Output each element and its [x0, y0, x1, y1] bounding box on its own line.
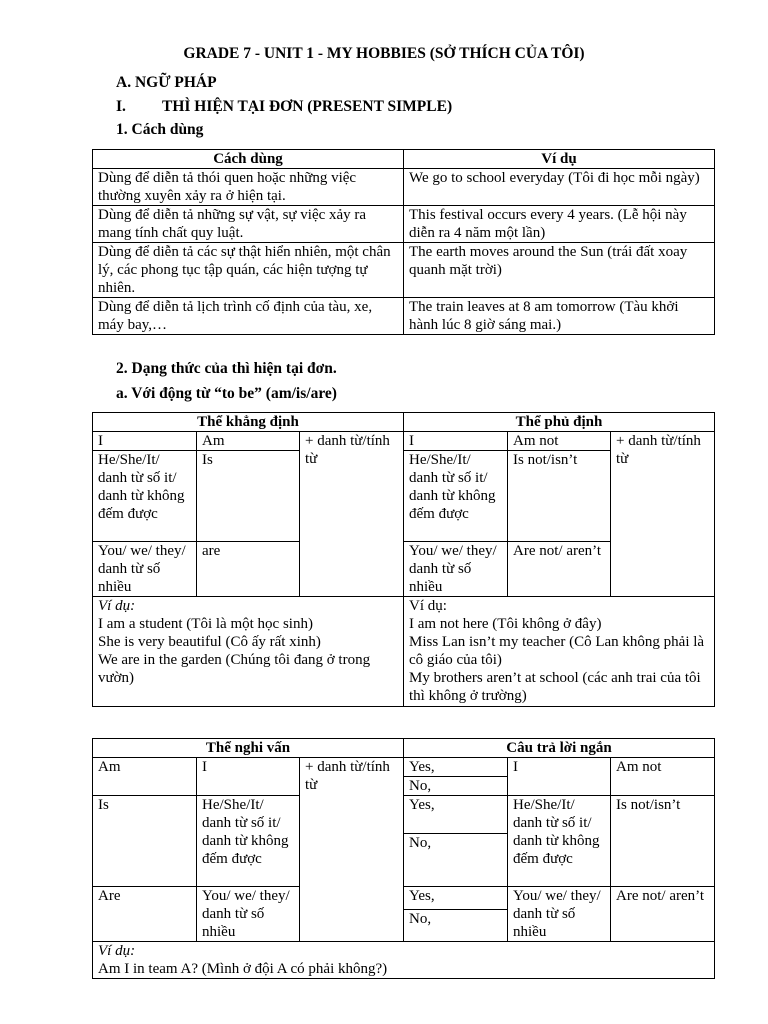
affirmative-header: Thể khẳng định	[93, 413, 404, 432]
subject-cell: You/ we/ they/ danh từ số nhiều	[93, 542, 197, 597]
subject-cell: I	[404, 432, 508, 451]
no-cell: No,	[404, 777, 508, 796]
example-cell: We go to school everyday (Tôi đi học mỗi ngày)	[404, 169, 715, 206]
subject-cell: I	[197, 758, 300, 796]
verb-cell: Is not/isn’t	[508, 451, 611, 542]
heading-i	[116, 98, 452, 116]
question-verb-cell: Are	[93, 887, 197, 942]
example-line: We are in the garden (Chúng tôi đang ở trong vườn)	[98, 652, 371, 686]
example-cell: This festival occurs every 4 years. (Lễ hội này diễn ra 4 năm một lần)	[404, 206, 715, 243]
negative-verb-cell: Are not/ aren’t	[611, 887, 715, 942]
affirmative-examples	[93, 597, 404, 707]
usage-table	[92, 149, 715, 335]
example-line: Am I in team A? (Mình ở đội A có phải không?)	[98, 961, 388, 977]
heading-a: A. NGỮ PHÁP	[116, 74, 217, 91]
verb-cell: Are not/ aren’t	[508, 542, 611, 597]
heading-i-text: THÌ HIỆN TẠI ĐƠN (PRESENT SIMPLE)	[162, 98, 453, 115]
subject-cell: I	[508, 758, 611, 796]
example-label: Ví dụ:	[98, 943, 136, 959]
yes-cell: Yes,	[404, 887, 508, 910]
table-row	[93, 206, 715, 243]
short-answer-header: Câu trả lời ngắn	[404, 739, 715, 758]
table-row	[93, 243, 715, 298]
usage-cell: Dùng để diễn tả thói quen hoặc những việc thường xuyên xảy ra ở hiện tại.	[93, 169, 404, 206]
no-cell: No,	[404, 910, 508, 942]
negative-examples	[404, 597, 715, 707]
to-be-table	[92, 412, 715, 707]
heading-1: 1. Cách dùng	[116, 121, 204, 138]
yes-cell: Yes,	[404, 758, 508, 777]
subject-cell: He/She/It/ danh từ số it/ danh từ không đếm được	[404, 451, 508, 542]
table-row	[93, 298, 715, 335]
subject-cell: I	[93, 432, 197, 451]
subject-cell: You/ we/ they/ danh từ số nhiều	[404, 542, 508, 597]
usage-cell: Dùng để diễn tả các sự thật hiển nhiên, một chân lý, các phong tục tập quán, các hiện tượng tự nhiên.	[93, 243, 404, 298]
verb-cell: Am not	[508, 432, 611, 451]
usage-cell: Dùng để diễn tả lịch trình cố định của tàu, xe, máy bay,…	[93, 298, 404, 335]
subject-cell: You/ we/ they/ danh từ số nhiều	[508, 887, 611, 942]
example-line: I am a student (Tôi là một học sinh)	[98, 616, 313, 632]
question-examples	[93, 942, 715, 979]
complement-cell: + danh từ/tính từ	[611, 432, 715, 597]
question-table	[92, 738, 715, 979]
page-title: GRADE 7 - UNIT 1 - MY HOBBIES (SỞ THÍCH CỦA TÔI)	[183, 45, 585, 62]
heading-i-number: I.	[116, 98, 126, 115]
subject-cell: He/She/It/ danh từ số it/ danh từ không đếm được	[197, 796, 300, 887]
heading-2a: a. Với động từ “to be” (am/is/are)	[116, 385, 337, 402]
usage-cell: Dùng để diễn tả những sự vật, sự việc xảy ra mang tính chất quy luật.	[93, 206, 404, 243]
yes-cell: Yes,	[404, 796, 508, 834]
question-header: Thể nghi vấn	[93, 739, 404, 758]
question-verb-cell: Am	[93, 758, 197, 796]
complement-cell: + danh từ/tính từ	[300, 432, 404, 597]
example-line: She is very beautiful (Cô ấy rất xinh)	[98, 634, 321, 650]
subject-cell: He/She/It/ danh từ số it/ danh từ không đếm được	[93, 451, 197, 542]
example-cell: The earth moves around the Sun (trái đất xoay quanh mặt trời)	[404, 243, 715, 298]
verb-cell: Is	[197, 451, 300, 542]
table-row	[93, 169, 715, 206]
negative-verb-cell: Is not/isn’t	[611, 796, 715, 887]
usage-header-usage: Cách dùng	[93, 150, 404, 169]
example-label: Ví dụ:	[409, 598, 447, 614]
heading-2: 2. Dạng thức của thì hiện tại đơn.	[116, 360, 337, 377]
question-verb-cell: Is	[93, 796, 197, 887]
example-line: My brothers aren’t at school (các anh trai của tôi thì không ở trường)	[409, 670, 701, 704]
example-line: I am not here (Tôi không ở đây)	[409, 616, 602, 632]
complement-cell: + danh từ/tính từ	[300, 758, 404, 942]
subject-cell: He/She/It/ danh từ số it/ danh từ không đếm được	[508, 796, 611, 887]
example-cell: The train leaves at 8 am tomorrow (Tàu khởi hành lúc 8 giờ sáng mai.)	[404, 298, 715, 335]
example-line: Miss Lan isn’t my teacher (Cô Lan không phải là cô giáo của tôi)	[409, 634, 705, 668]
no-cell: No,	[404, 834, 508, 887]
subject-cell: You/ we/ they/ danh từ số nhiều	[197, 887, 300, 942]
verb-cell: Am	[197, 432, 300, 451]
example-label: Ví dụ:	[98, 598, 136, 614]
usage-header-example: Ví dụ	[404, 150, 715, 169]
negative-header: Thể phủ định	[404, 413, 715, 432]
verb-cell: are	[197, 542, 300, 597]
negative-verb-cell: Am not	[611, 758, 715, 796]
